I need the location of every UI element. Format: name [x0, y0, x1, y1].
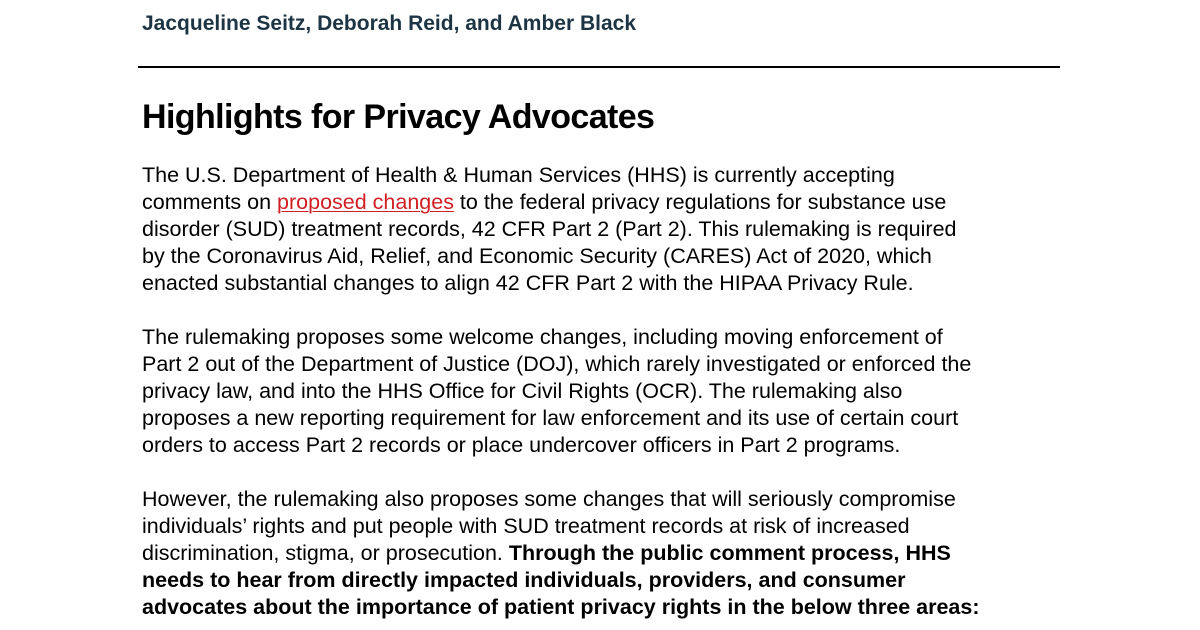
bold-text-segment: Through the public comment process, HHS [508, 541, 951, 565]
text-segment: comments on [142, 190, 278, 214]
text-line: The U.S. Department of Health & Human Services (HHS) is currently accepting [142, 163, 895, 187]
text-line: privacy law, and into the HHS Office for Civil Rights (OCR). The rulemaking also [142, 379, 903, 403]
text-segment: discrimination, stigma, or prosecution. [142, 541, 509, 565]
text-segment: to the federal privacy regulations for substance use [453, 190, 947, 214]
text-line: individuals’ rights and put people with SUD treatment records at risk of increased [142, 514, 910, 538]
author-byline: Jacqueline Seitz, Deborah Reid, and Amber Black [142, 12, 637, 35]
bold-text-line: needs to hear from directly impacted individuals, providers, and consumer [142, 568, 906, 592]
text-line [142, 540, 1082, 567]
proposed-changes-link[interactable]: proposed changes [277, 190, 454, 214]
document-body [142, 162, 1082, 630]
paragraph-concerns [142, 486, 1082, 621]
text-line: disorder (SUD) treatment records, 42 CFR Part 2 (Part 2). This rulemaking is required [142, 217, 957, 241]
text-line: However, the rulemaking also proposes some changes that will seriously compromise [142, 487, 956, 511]
text-line: enacted substantial changes to align 42 CFR Part 2 with the HIPAA Privacy Rule. [142, 271, 914, 295]
paragraph-welcome-changes [142, 324, 1082, 459]
text-line: Part 2 out of the Department of Justice (DOJ), which rarely investigated or enforced the [142, 352, 972, 376]
text-line: The rulemaking proposes some welcome changes, including moving enforcement of [142, 325, 943, 349]
paragraph-intro [142, 162, 1082, 297]
text-line [142, 189, 1082, 216]
header-divider [138, 66, 1060, 68]
text-line: orders to access Part 2 records or place undercover officers in Part 2 programs. [142, 433, 901, 457]
page-title: Highlights for Privacy Advocates [142, 98, 655, 136]
bold-text-line: advocates about the importance of patient privacy rights in the below three areas: [142, 595, 980, 619]
text-line: by the Coronavirus Aid, Relief, and Economic Security (CARES) Act of 2020, which [142, 244, 932, 268]
text-line: proposes a new reporting requirement for law enforcement and its use of certain court [142, 406, 959, 430]
